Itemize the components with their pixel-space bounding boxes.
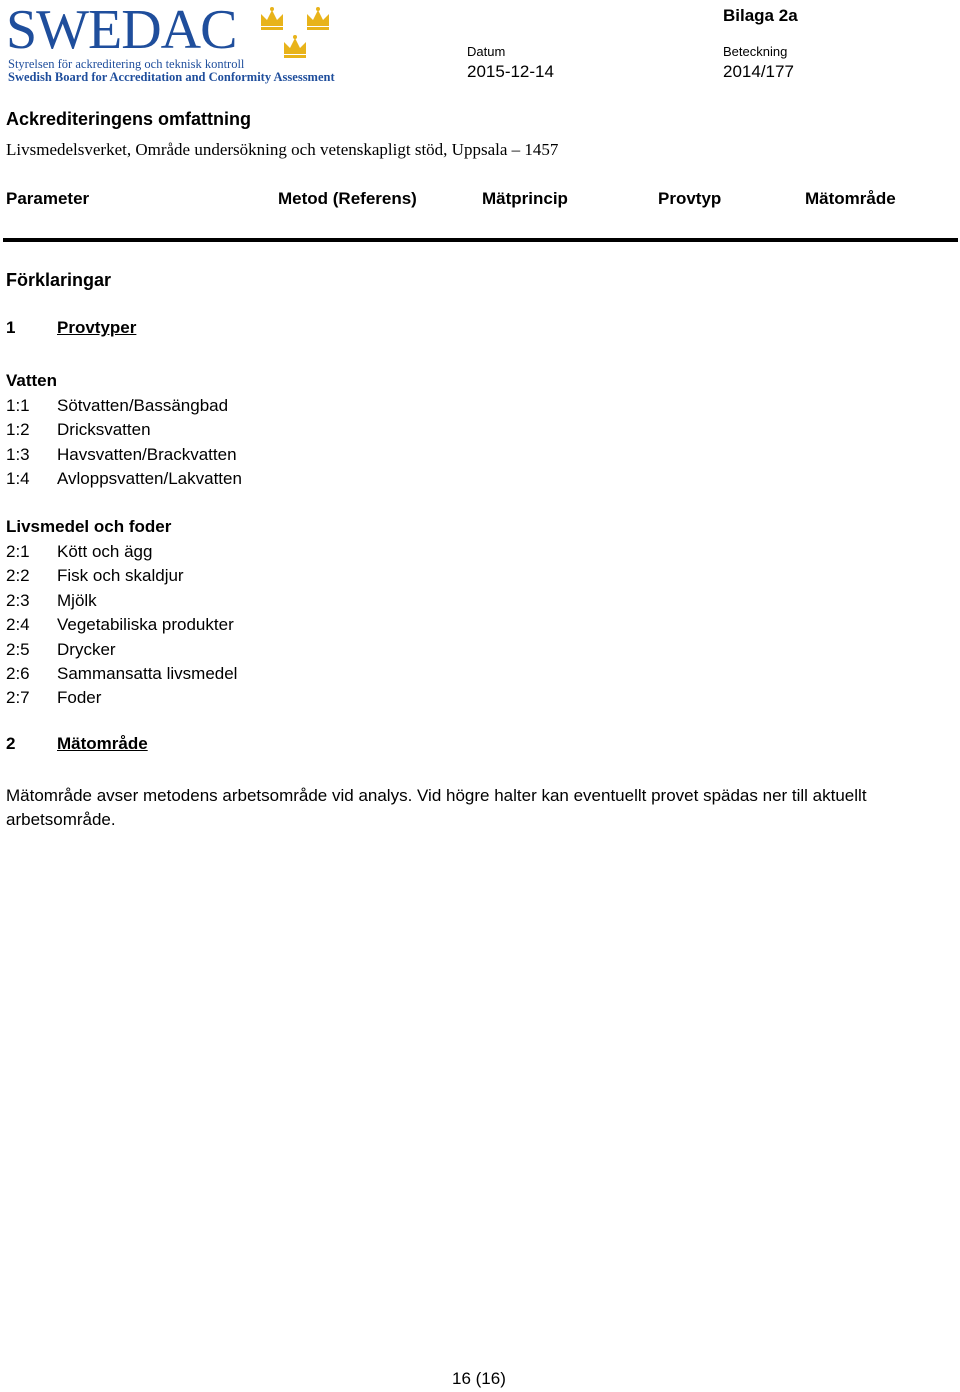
item-label: Sötvatten/Bassängbad	[57, 396, 229, 415]
logo-subtitle-sv: Styrelsen för ackreditering och teknisk kontroll	[8, 57, 245, 71]
livsmedel-list	[6, 540, 237, 711]
column-header-metod: Metod (Referens)	[278, 189, 417, 208]
item-code: 2:5	[6, 639, 30, 659]
list-item	[6, 540, 237, 564]
item-label: Avloppsvatten/Lakvatten	[57, 469, 242, 489]
column-header-matprincip: Mätprincip	[482, 189, 568, 208]
item-label: Havsvatten/Brackvatten	[57, 444, 237, 464]
list-item	[6, 418, 242, 442]
vatten-list	[6, 394, 242, 492]
beteckning-value: 2014/177	[723, 62, 794, 81]
list-item	[6, 394, 242, 418]
item-label: Fisk och skaldjur	[57, 566, 184, 586]
matomrade-explanation: Mätområde avser metodens arbetsområde vid analys. Vid högre halter kan eventuellt provet spädas ner till aktuellt arbetsområde.	[6, 786, 867, 830]
item-code: 2:6	[6, 663, 30, 683]
list-item	[6, 686, 237, 710]
scope-subtitle: Livsmedelsverket, Område undersökning och vetenskapligt stöd, Uppsala – 1457	[6, 140, 559, 159]
column-header-matomrade: Mätområde	[805, 189, 896, 208]
item-label: Dricksvatten	[57, 420, 151, 440]
item-code: 2:3	[6, 590, 30, 610]
list-item	[6, 589, 237, 613]
list-item	[6, 638, 237, 662]
item-code: 2:1	[6, 542, 30, 561]
logo-subtitle-en: Swedish Board for Accreditation and Conformity Assessment	[8, 70, 335, 84]
section-number: 1	[6, 318, 16, 337]
list-item	[6, 613, 237, 637]
scope-title: Ackrediteringens omfattning	[6, 109, 252, 129]
item-label: Foder	[57, 688, 102, 708]
item-label: Drycker	[57, 639, 116, 659]
horizontal-rule	[3, 238, 958, 242]
list-item	[6, 564, 237, 588]
three-crowns-icon	[258, 4, 332, 58]
group-title-livsmedel: Livsmedel och foder	[6, 517, 172, 536]
page-number: 16 (16)	[452, 1369, 506, 1388]
datum-value: 2015-12-14	[467, 62, 554, 81]
item-label: Kött och ägg	[57, 542, 153, 561]
section-title: Mätområde	[57, 734, 148, 753]
section-provtyper-heading	[6, 318, 136, 338]
list-item	[6, 662, 237, 686]
explanations-title: Förklaringar	[6, 270, 112, 290]
item-code: 1:2	[6, 420, 30, 440]
section-matomrade-heading	[6, 734, 148, 754]
list-item	[6, 467, 242, 491]
item-code: 2:2	[6, 566, 30, 586]
item-code: 2:7	[6, 688, 30, 708]
item-code: 1:3	[6, 444, 30, 464]
swedac-logo	[6, 2, 336, 84]
list-item	[6, 443, 242, 467]
logo-wordmark: SWEDAC	[6, 0, 237, 61]
datum-label: Datum	[467, 44, 506, 59]
beteckning-label: Beteckning	[723, 44, 788, 59]
item-label: Mjölk	[57, 590, 97, 610]
section-number: 2	[6, 734, 16, 753]
group-title-vatten: Vatten	[6, 371, 58, 390]
bilaga-label: Bilaga 2a	[723, 6, 798, 25]
item-code: 2:4	[6, 615, 30, 635]
item-label: Sammansatta livsmedel	[57, 663, 238, 683]
item-code: 1:4	[6, 469, 30, 489]
item-label: Vegetabiliska produkter	[57, 615, 234, 635]
item-code: 1:1	[6, 396, 30, 415]
section-title: Provtyper	[57, 318, 137, 337]
column-header-parameter: Parameter	[6, 189, 90, 208]
column-header-provtyp: Provtyp	[658, 189, 722, 208]
